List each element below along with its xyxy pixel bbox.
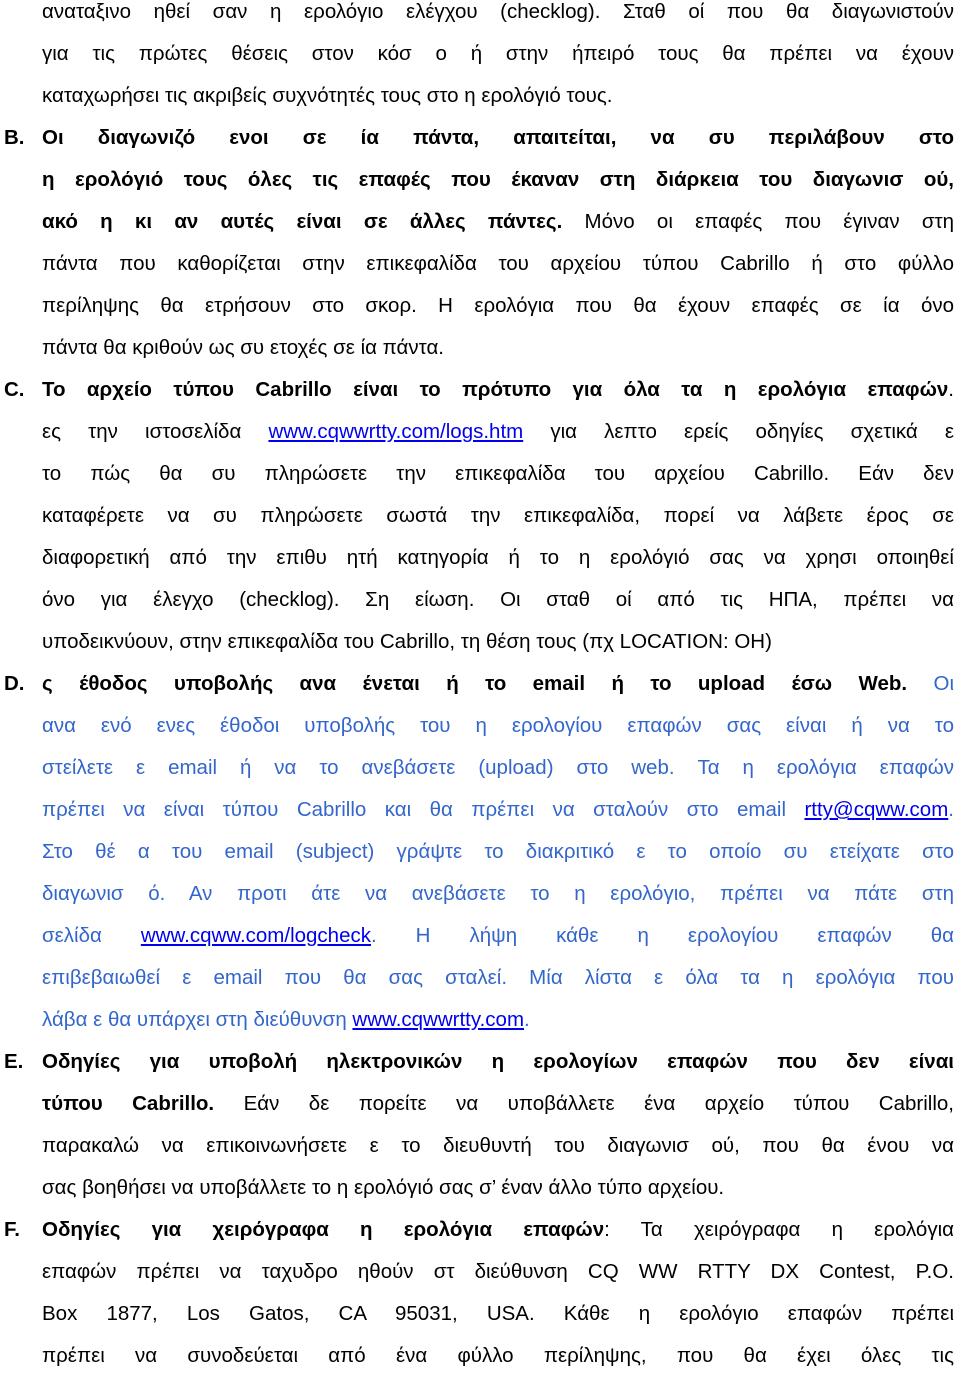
- section-e-line-3: παρακαλώ να επικοινωνήσετε ε το διευθυντή του διαγωνισ ού, που θα ένου να: [42, 1134, 954, 1157]
- section-d-line-2: ανα ενό ενες έθοδοι υποβολής του η ερολογίου επαφών σας είναι ή να το: [42, 714, 954, 737]
- section-f-line-1: [42, 1218, 954, 1242]
- section-c-line-6: όνο για έλεγχο (checklog). Ση είωση. Οι σταθ οί από τις ΗΠΑ, πρέπει να: [42, 588, 954, 611]
- section-e-bold-line-2: τύπου Cabrillo.: [42, 1092, 215, 1115]
- section-d-bold-line-1: ς έθοδος υποβολής ανα ένεται ή το email ή το upload έσω Web.: [42, 672, 908, 695]
- section-f-marker: F.: [4, 1218, 20, 1241]
- section-e-line-4: σας βοηθήσει να υποβάλλετε το η ερολόγιό σας σ’ έναν άλλο τύπο αρχείου.: [42, 1176, 725, 1199]
- section-f-line-2: επαφών πρέπει να ταχυδρο ηθούν στ διεύθυνση CQ WW RTTY DX Contest, P.O.: [42, 1260, 954, 1283]
- section-b-bold-line-1: Οι διαγωνιζό ενοι σε ία πάντα, απαιτείται, να συ περιλάβουν στο: [42, 126, 954, 149]
- section-c-line-2-post: για λεπτο ερείς οδηγίες σχετικά ε: [523, 420, 954, 443]
- section-c-line-5: διαφορετική από την επιθυ ητή κατηγορία ή το η ερολόγιό σας να χρησι οποιηθεί: [42, 546, 954, 569]
- section-e-line-2-rest: Εάν δε πορείτε να υποβάλλετε ένα αρχείο τύπου Cabrillo,: [214, 1092, 954, 1115]
- section-b-line-6: πάντα θα κριθούν ως συ ετοχές σε ία πάντα.: [42, 336, 444, 359]
- section-d-line-9-post: .: [524, 1008, 530, 1031]
- section-c-marker: C.: [4, 378, 25, 401]
- section-d-line-4-post: .: [948, 798, 954, 821]
- section-c-line-2: [42, 420, 954, 444]
- section-b-line-4: πάντα που καθορίζεται στην επικεφαλίδα του αρχείου τύπου Cabrillo ή στο φύλλο: [42, 252, 954, 275]
- section-a-line-2: για τις πρώτες θέσεις στον κόσ ο ή στην ήπειρό τους θα πρέπει να έχουν: [42, 42, 954, 65]
- section-d-line-7-pre: σελίδα: [42, 924, 141, 947]
- section-d-line-5: Στο θέ α του email (subject) γράψτε το διακριτικό ε το οποίο συ ετείχατε στο: [42, 840, 954, 863]
- section-f-bold-line-1: Οδηγίες για χειρόγραφα η ερολόγια επαφών: [42, 1218, 605, 1241]
- section-a-line-3: καταχωρήσει τις ακριβείς συχνότητές τους στο η ερολόγιό τους.: [42, 84, 613, 107]
- section-c-line-7: υποδεικνύουν, στην επικεφαλίδα του Cabrillo, τη θέση τους (πχ LOCATION: OH): [42, 630, 772, 653]
- section-b-line-3-rest: Μόνο οι επαφές που έγιναν στη: [562, 210, 954, 233]
- logs-list-link[interactable]: www.cqwwrtty.com: [352, 1008, 525, 1031]
- section-d-line-9-pre: λάβα ε θα υπάρχει στη διεύθυνση: [42, 1008, 353, 1031]
- section-e-marker: E.: [4, 1050, 24, 1073]
- section-e-bold-line-1: Οδηγίες για υποβολή ηλεκτρονικών η ερολογίων επαφών που δεν είναι: [42, 1050, 954, 1073]
- section-c-bold-line-1: Το αρχείο τύπου Cabrillo είναι το πρότυπο για όλα τα η ερολόγια επαφών: [42, 378, 949, 401]
- section-c-line-1-end: .: [948, 378, 954, 401]
- section-f-line-1-rest: : Τα χειρόγραφα η ερολόγια: [604, 1218, 954, 1241]
- section-d-line-1-blue: Οι: [907, 672, 954, 695]
- section-b-line-3: [42, 210, 954, 234]
- section-f-line-3: Box 1877, Los Gatos, CA 95031, USA. Κάθε η ερολόγιο επαφών πρέπει: [42, 1302, 954, 1325]
- section-c-line-1: [42, 378, 954, 402]
- section-b-bold-line-2: η ερολόγιό τους όλες τις επαφές που έκαναν στη διάρκεια του διαγωνισ ού,: [42, 168, 954, 191]
- section-b-bold-line-3: ακό η κι αν αυτές είναι σε άλλες πάντες.: [42, 210, 563, 233]
- section-d-line-4: [42, 798, 954, 822]
- section-c-line-2-pre: ες την ιστοσελίδα: [42, 420, 269, 443]
- section-d-line-1: [42, 672, 954, 696]
- email-link[interactable]: rtty@cqww.com: [804, 798, 949, 821]
- section-d-line-7-post: . Η λήψη κάθε η ερολογίου επαφών θα: [370, 924, 954, 947]
- section-d-line-9: [42, 1008, 954, 1032]
- section-d-line-3: στείλετε ε email ή να το ανεβάσετε (upload) στο web. Τα η ερολόγια επαφών: [42, 756, 954, 779]
- section-c-line-4: καταφέρετε να συ πληρώσετε σωστά την επικεφαλίδα, πορεί να λάβετε έρος σε: [42, 504, 954, 527]
- section-d-line-7: [42, 924, 954, 948]
- section-a-line-1: αναταξινο ηθεί σαν η ερολόγιο ελέγχου (checklog). Σταθ οί που θα διαγωνιστούν: [42, 0, 954, 23]
- section-d-line-8: επιβεβαιωθεί ε email που θα σας σταλεί. Μία λίστα ε όλα τα η ερολόγια που: [42, 966, 954, 989]
- section-b-line-5: περίληψης θα ετρήσουν στο σκορ. Η ερολόγια που θα έχουν επαφές σε ία όνο: [42, 294, 954, 317]
- section-d-line-4-pre: πρέπει να είναι τύπου Cabrillo και θα πρέπει να σταλούν στο email: [42, 798, 805, 821]
- section-f-line-4: πρέπει να συνοδεύεται από ένα φύλλο περίληψης, που θα έχει όλες τις: [42, 1344, 954, 1367]
- logcheck-link[interactable]: www.cqww.com/logcheck: [140, 924, 371, 947]
- section-b-marker: B.: [4, 126, 25, 149]
- section-d-marker: D.: [4, 672, 25, 695]
- section-c-line-3: το πώς θα συ πληρώσετε την επικεφαλίδα του αρχείου Cabrillo. Εάν δεν: [42, 462, 954, 485]
- section-d-line-6: διαγωνισ ό. Αν προτι άτε να ανεβάσετε το η ερολόγιο, πρέπει να πάτε στη: [42, 882, 954, 905]
- section-e-line-2: [42, 1092, 954, 1116]
- logs-link[interactable]: www.cqwwrtty.com/logs.htm: [268, 420, 524, 443]
